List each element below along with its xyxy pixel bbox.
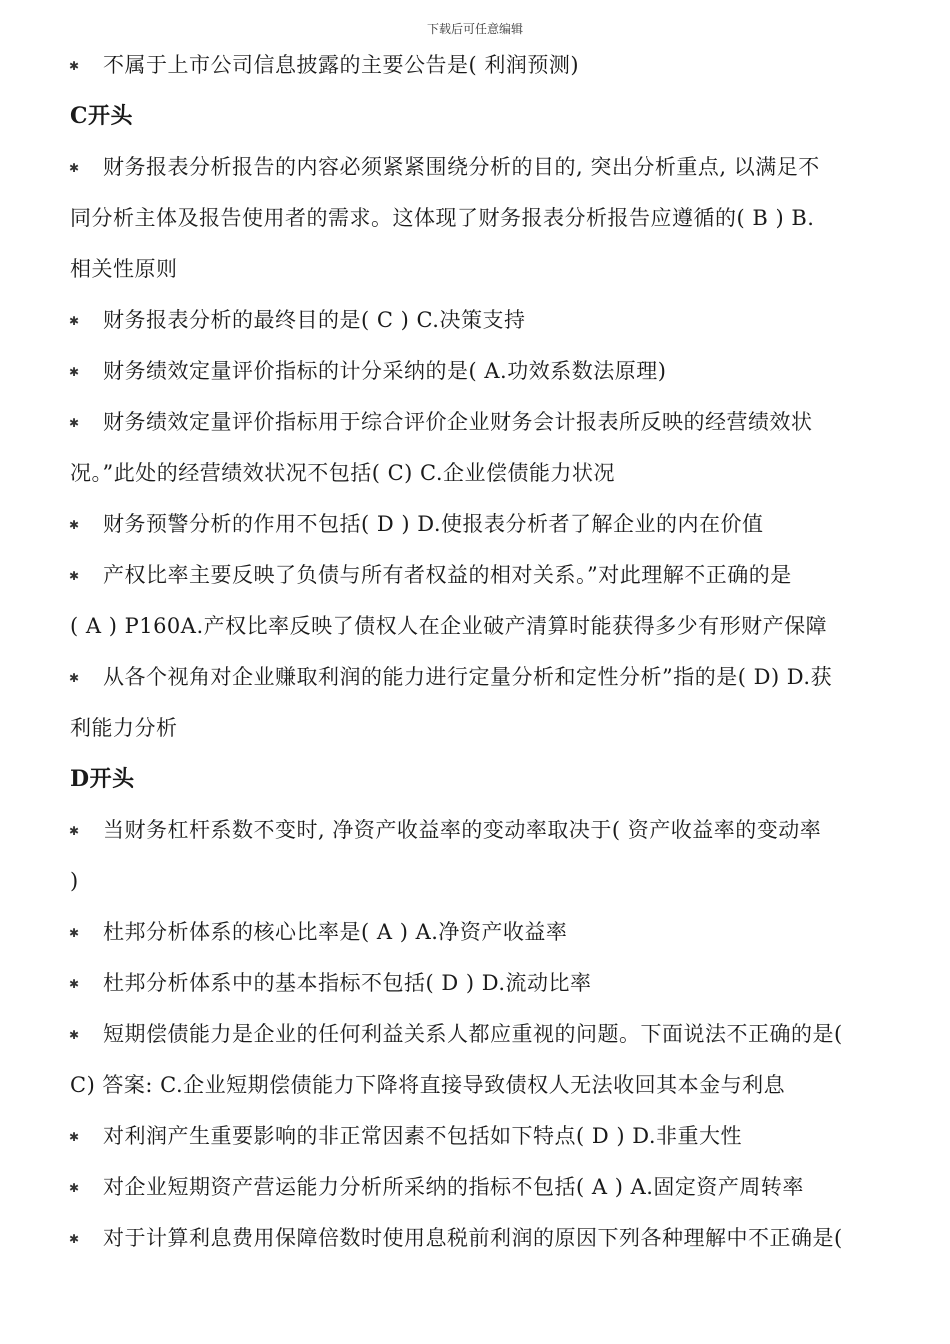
section-heading: [70, 754, 910, 805]
line-text: 况。”此处的经营绩效状况不包括( C) C.企业偿债能力状况: [70, 461, 616, 485]
continuation-line: [70, 448, 910, 499]
page-header: 下载后可任意编辑: [426, 22, 523, 36]
continuation-line: [70, 856, 910, 907]
line-text: 当财务杠杆系数不变时, 净资产收益率的变动率取决于( 资产收益率的变动率: [103, 818, 822, 842]
bullet-item-line: [70, 652, 910, 703]
bullet-icon: ✱: [69, 569, 80, 583]
line-text: C开头: [70, 103, 134, 129]
bullet-item-line: [70, 958, 910, 1009]
bullet-icon: ✱: [69, 1181, 80, 1195]
bullet-icon: ✱: [69, 365, 80, 379]
line-text: 对企业短期资产营运能力分析所采纳的指标不包括( A ) A.固定资产周转率: [103, 1175, 804, 1199]
line-text: 财务绩效定量评价指标用于综合评价企业财务会计报表所反映的经营绩效状: [103, 410, 813, 434]
line-text: ( A ) P160A.产权比率反映了债权人在企业破产清算时能获得多少有形财产保障: [70, 614, 828, 638]
bullet-item-line: [70, 1111, 910, 1162]
bullet-icon: ✱: [69, 416, 80, 430]
bullet-icon: ✱: [69, 824, 80, 838]
line-text: 相关性原则: [70, 257, 178, 281]
line-text: 不属于上市公司信息披露的主要公告是( 利润预测): [103, 53, 580, 77]
bullet-item-line: [70, 1162, 910, 1213]
bullet-item-line: [70, 907, 910, 958]
line-text: 从各个视角对企业赚取利润的能力进行定量分析和定性分析”指的是( D) D.获: [103, 665, 833, 689]
bullet-icon: ✱: [69, 671, 80, 685]
bullet-item-line: [70, 40, 910, 91]
bullet-icon: ✱: [69, 161, 80, 175]
continuation-line: [70, 193, 910, 244]
bullet-icon: ✱: [69, 1028, 80, 1042]
bullet-icon: ✱: [69, 1130, 80, 1144]
line-text: 产权比率主要反映了负债与所有者权益的相对关系。”对此理解不正确的是: [103, 563, 792, 587]
bullet-icon: ✱: [69, 518, 80, 532]
bullet-icon: ✱: [69, 59, 80, 73]
bullet-item-line: [70, 295, 910, 346]
bullet-item-line: [70, 142, 910, 193]
line-text: 杜邦分析体系中的基本指标不包括( D ) D.流动比率: [103, 971, 592, 995]
line-text: ): [70, 869, 79, 893]
line-text: 财务绩效定量评价指标的计分采纳的是( A.功效系数法原理): [103, 359, 667, 383]
continuation-line: [70, 703, 910, 754]
line-text: 财务报表分析的最终目的是( C ) C.决策支持: [103, 308, 526, 332]
bullet-icon: ✱: [69, 1232, 80, 1246]
bullet-item-line: [70, 1009, 910, 1060]
bullet-item-line: [70, 1213, 910, 1264]
bullet-icon: ✱: [69, 977, 80, 991]
line-text: 财务预警分析的作用不包括( D ) D.使报表分析者了解企业的内在价值: [103, 512, 764, 536]
bullet-icon: ✱: [69, 314, 80, 328]
line-text: 短期偿债能力是企业的任何利益关系人都应重视的问题。下面说法不正确的是(: [103, 1022, 843, 1046]
line-text: 财务报表分析报告的内容必须紧紧围绕分析的目的, 突出分析重点, 以满足不: [103, 155, 820, 179]
bullet-item-line: [70, 397, 910, 448]
bullet-item-line: [70, 499, 910, 550]
line-text: 对于计算利息费用保障倍数时使用息税前利润的原因下列各种理解中不正确是(: [103, 1226, 843, 1250]
bullet-item-line: [70, 550, 910, 601]
line-text: 利能力分析: [70, 716, 178, 740]
continuation-line: [70, 244, 910, 295]
document-body: [70, 40, 910, 1264]
continuation-line: [70, 1060, 910, 1111]
line-text: 对利润产生重要影响的非正常因素不包括如下特点( D ) D.非重大性: [103, 1124, 743, 1148]
bullet-item-line: [70, 805, 910, 856]
line-text: D开头: [70, 766, 135, 792]
continuation-line: [70, 601, 910, 652]
bullet-item-line: [70, 346, 910, 397]
line-text: C) 答案: C.企业短期偿债能力下降将直接导致债权人无法收回其本金与利息: [70, 1073, 786, 1097]
line-text: 杜邦分析体系的核心比率是( A ) A.净资产收益率: [103, 920, 568, 944]
bullet-icon: ✱: [69, 926, 80, 940]
section-heading: [70, 91, 910, 142]
line-text: 同分析主体及报告使用者的需求。这体现了财务报表分析报告应遵循的( B ) B.: [70, 206, 815, 230]
